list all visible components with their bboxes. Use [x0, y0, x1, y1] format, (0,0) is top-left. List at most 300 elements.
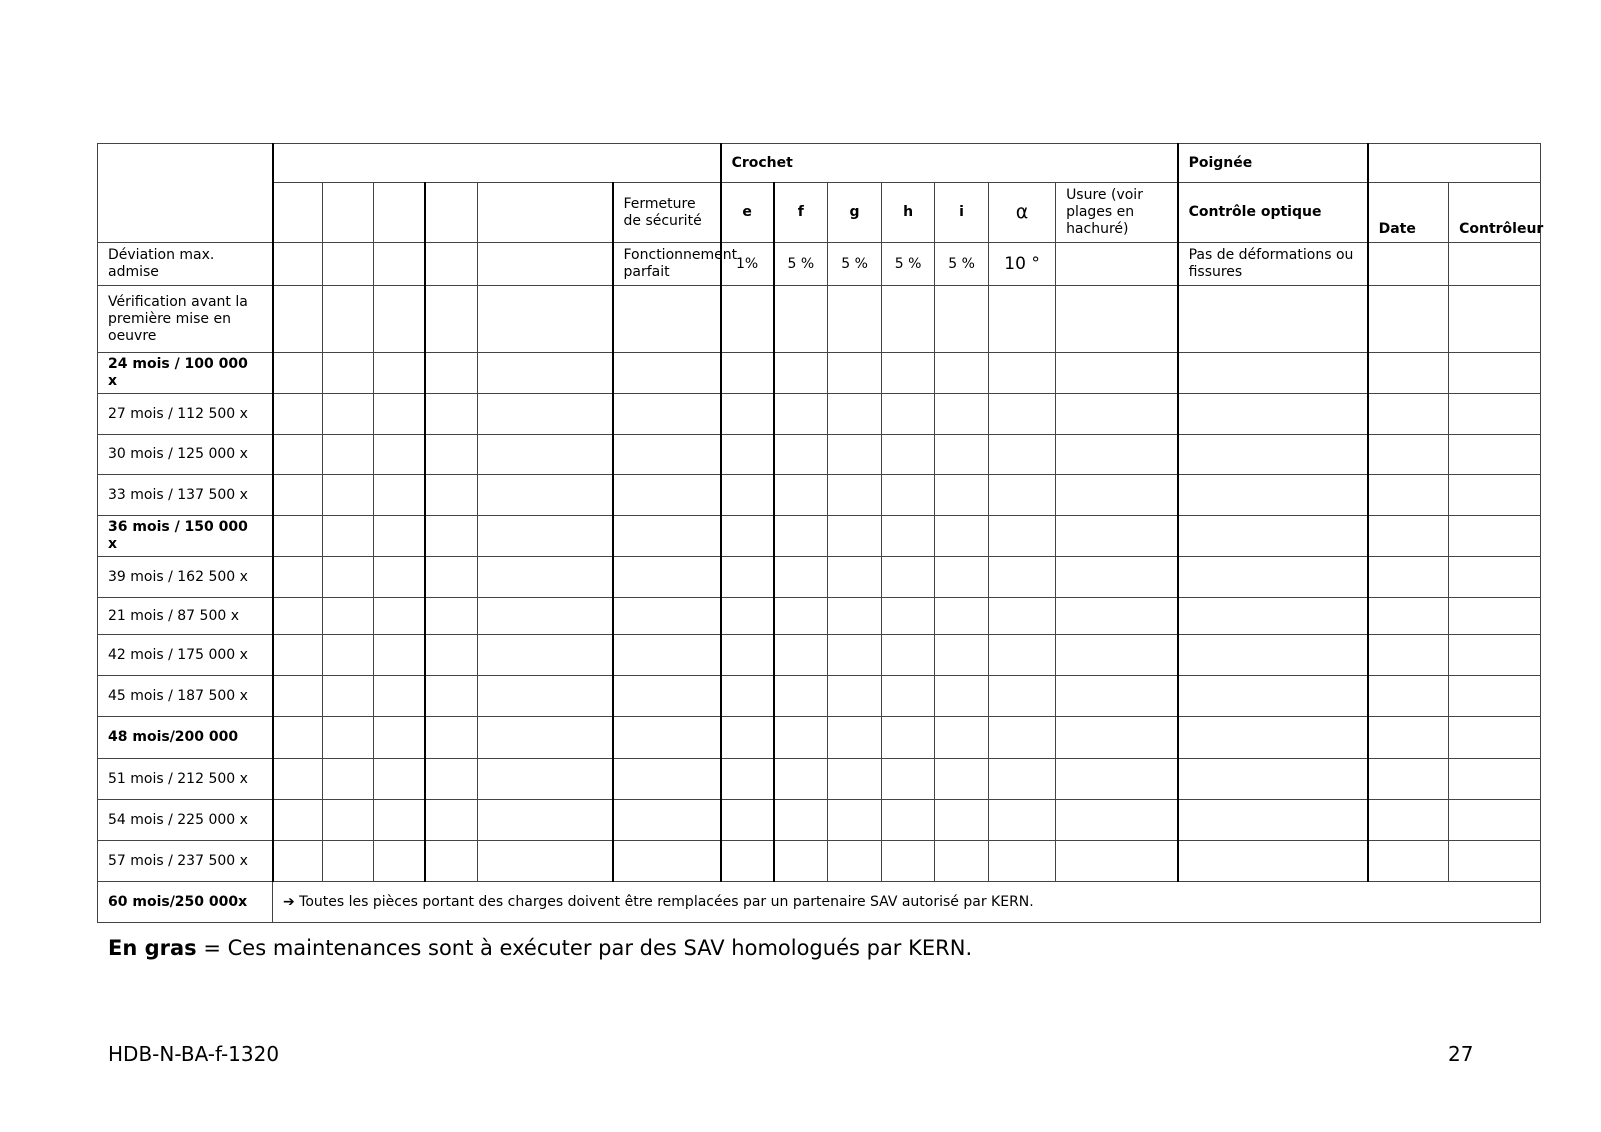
cell — [774, 353, 828, 394]
cell — [425, 243, 478, 286]
cell — [774, 435, 828, 475]
cell — [273, 394, 323, 435]
cell — [1178, 717, 1368, 759]
cell — [1449, 598, 1541, 635]
maintenance-row — [98, 353, 1541, 394]
cell — [425, 435, 478, 475]
cell — [882, 800, 935, 841]
cell — [374, 243, 425, 286]
cell — [613, 676, 721, 717]
cell — [1449, 353, 1541, 394]
deviation-alpha: 10 ° — [989, 243, 1056, 286]
cell — [1178, 759, 1368, 800]
cell — [882, 717, 935, 759]
cell — [774, 516, 828, 557]
cell — [613, 475, 721, 516]
cell — [374, 635, 425, 676]
cell — [828, 635, 882, 676]
cell — [613, 516, 721, 557]
cell — [1449, 394, 1541, 435]
cell — [323, 516, 374, 557]
cell — [323, 243, 374, 286]
cell — [1368, 800, 1449, 841]
cell — [774, 800, 828, 841]
header-sub-blank — [374, 183, 425, 243]
cell — [1368, 676, 1449, 717]
cell — [1449, 243, 1541, 286]
cell — [478, 516, 613, 557]
cell — [1449, 557, 1541, 598]
maintenance-row-label: 27 mois / 112 500 x — [98, 394, 273, 435]
sym-alpha-header: α — [989, 183, 1056, 243]
cell — [273, 800, 323, 841]
cell — [1056, 286, 1178, 353]
cell — [374, 759, 425, 800]
cell — [1056, 516, 1178, 557]
cell — [273, 243, 323, 286]
cell — [1178, 800, 1368, 841]
page-number: 27 — [1448, 1042, 1474, 1066]
cell — [828, 841, 882, 882]
cell — [425, 676, 478, 717]
header-sub-blank — [478, 183, 613, 243]
maintenance-row — [98, 800, 1541, 841]
cell — [882, 598, 935, 635]
cell — [774, 841, 828, 882]
cell — [882, 435, 935, 475]
cell — [828, 717, 882, 759]
maintenance-row-label: 21 mois / 87 500 x — [98, 598, 273, 635]
cell — [478, 394, 613, 435]
cell — [374, 800, 425, 841]
cell — [989, 557, 1056, 598]
cell — [1056, 353, 1178, 394]
deviation-h: 5 % — [882, 243, 935, 286]
cell — [882, 759, 935, 800]
cell — [323, 475, 374, 516]
header-sub-blank — [273, 183, 323, 243]
cell — [425, 598, 478, 635]
cell — [425, 800, 478, 841]
crochet-header: Crochet — [721, 144, 1178, 183]
cell — [989, 286, 1056, 353]
cell — [828, 800, 882, 841]
cell — [989, 475, 1056, 516]
cell — [323, 635, 374, 676]
cell — [935, 557, 989, 598]
maintenance-row — [98, 759, 1541, 800]
cell — [935, 516, 989, 557]
cell — [273, 516, 323, 557]
cell — [1178, 353, 1368, 394]
cell — [613, 717, 721, 759]
cell — [1178, 841, 1368, 882]
cell — [613, 435, 721, 475]
cell — [989, 676, 1056, 717]
legend-bold-word: En gras — [108, 936, 197, 960]
cell — [1056, 759, 1178, 800]
cell — [323, 435, 374, 475]
cell — [828, 598, 882, 635]
cell — [425, 353, 478, 394]
maintenance-row-label: 45 mois / 187 500 x — [98, 676, 273, 717]
cell — [828, 435, 882, 475]
cell — [1368, 598, 1449, 635]
cell — [1449, 516, 1541, 557]
cell — [478, 435, 613, 475]
cell — [882, 841, 935, 882]
cell — [989, 841, 1056, 882]
cell — [613, 557, 721, 598]
maintenance-row-label: 48 mois/200 000 — [98, 717, 273, 759]
cell — [478, 598, 613, 635]
cell — [882, 557, 935, 598]
final-row-label: 60 mois/250 000x — [98, 882, 273, 923]
cell — [425, 286, 478, 353]
usure-header: Usure (voir plages en hachuré) — [1056, 183, 1178, 243]
header-row-1 — [98, 144, 1541, 183]
legend — [108, 936, 972, 960]
cell — [273, 841, 323, 882]
cell — [1449, 286, 1541, 353]
cell — [323, 841, 374, 882]
maintenance-row — [98, 717, 1541, 759]
sym-g-header: g — [828, 183, 882, 243]
cell — [1449, 475, 1541, 516]
cell — [323, 286, 374, 353]
cell — [1056, 717, 1178, 759]
cell — [273, 717, 323, 759]
cell — [613, 353, 721, 394]
cell — [613, 598, 721, 635]
cell — [374, 394, 425, 435]
cell — [1056, 676, 1178, 717]
fermeture-header: Fermeture de sécurité — [613, 183, 721, 243]
cell — [828, 475, 882, 516]
cell — [1368, 435, 1449, 475]
cell — [721, 475, 774, 516]
cell — [935, 286, 989, 353]
cell — [1178, 598, 1368, 635]
cell — [478, 557, 613, 598]
cell — [1449, 800, 1541, 841]
maintenance-row-label: 36 mois / 150 000 x — [98, 516, 273, 557]
cell — [774, 394, 828, 435]
cell — [935, 759, 989, 800]
cell — [935, 353, 989, 394]
cell — [323, 717, 374, 759]
cell — [613, 635, 721, 676]
cell — [273, 435, 323, 475]
cell — [323, 800, 374, 841]
cell — [1056, 243, 1178, 286]
cell — [1056, 598, 1178, 635]
deviation-row — [98, 243, 1541, 286]
cell — [478, 635, 613, 676]
maintenance-row-label: 54 mois / 225 000 x — [98, 800, 273, 841]
cell — [323, 353, 374, 394]
poignee-header: Poignée — [1178, 144, 1368, 183]
maintenance-row-label: 51 mois / 212 500 x — [98, 759, 273, 800]
maintenance-row-label: 30 mois / 125 000 x — [98, 435, 273, 475]
cell — [1449, 676, 1541, 717]
maintenance-row-label: 57 mois / 237 500 x — [98, 841, 273, 882]
cell — [374, 676, 425, 717]
final-row-note: ➔ Toutes les pièces portant des charges doivent être remplacées par un partenaire SAV autorisé par KERN. — [273, 882, 1541, 923]
cell — [425, 635, 478, 676]
deviation-e: 1% — [721, 243, 774, 286]
corner-cell — [98, 144, 273, 243]
cell — [374, 598, 425, 635]
cell — [1368, 635, 1449, 676]
cell — [721, 800, 774, 841]
cell — [1368, 717, 1449, 759]
cell — [478, 286, 613, 353]
cell — [425, 717, 478, 759]
maintenance-row — [98, 841, 1541, 882]
deviation-i: 5 % — [935, 243, 989, 286]
header-blank-cell — [273, 144, 721, 183]
cell — [721, 353, 774, 394]
cell — [721, 841, 774, 882]
cell — [478, 353, 613, 394]
cell — [1178, 635, 1368, 676]
cell — [882, 635, 935, 676]
header-sub-blank — [425, 183, 478, 243]
cell — [828, 286, 882, 353]
cell — [374, 516, 425, 557]
maintenance-row — [98, 516, 1541, 557]
final-row — [98, 882, 1541, 923]
cell — [1056, 841, 1178, 882]
cell — [1449, 717, 1541, 759]
cell — [989, 353, 1056, 394]
cell — [323, 676, 374, 717]
header-right-blank — [1368, 144, 1541, 183]
cell — [935, 635, 989, 676]
cell — [882, 475, 935, 516]
document-id: HDB-N-BA-f-1320 — [108, 1042, 280, 1066]
cell — [774, 759, 828, 800]
cell — [774, 557, 828, 598]
cell — [478, 841, 613, 882]
cell — [1178, 557, 1368, 598]
cell — [1178, 394, 1368, 435]
cell — [989, 516, 1056, 557]
cell — [1368, 557, 1449, 598]
cell — [721, 759, 774, 800]
cell — [721, 435, 774, 475]
cell — [374, 475, 425, 516]
cell — [425, 841, 478, 882]
cell — [273, 286, 323, 353]
cell — [1368, 516, 1449, 557]
cell — [273, 598, 323, 635]
sym-i-header: i — [935, 183, 989, 243]
cell — [374, 286, 425, 353]
cell — [989, 598, 1056, 635]
cell — [935, 598, 989, 635]
cell — [1178, 516, 1368, 557]
header-row-2 — [98, 183, 1541, 243]
cell — [273, 557, 323, 598]
cell — [774, 676, 828, 717]
cell — [1368, 243, 1449, 286]
cell — [721, 717, 774, 759]
deviation-f: 5 % — [774, 243, 828, 286]
date-header: Date — [1368, 183, 1449, 243]
cell — [935, 435, 989, 475]
cell — [989, 717, 1056, 759]
maintenance-row — [98, 475, 1541, 516]
cell — [1449, 759, 1541, 800]
cell — [425, 759, 478, 800]
cell — [774, 286, 828, 353]
cell — [478, 243, 613, 286]
maintenance-row — [98, 435, 1541, 475]
cell — [721, 286, 774, 353]
header-sub-blank — [323, 183, 374, 243]
sym-h-header: h — [882, 183, 935, 243]
cell — [721, 676, 774, 717]
cell — [935, 717, 989, 759]
cell — [721, 635, 774, 676]
cell — [989, 800, 1056, 841]
cell — [1368, 841, 1449, 882]
cell — [1056, 557, 1178, 598]
cell — [1056, 800, 1178, 841]
cell — [721, 516, 774, 557]
cell — [1178, 475, 1368, 516]
cell — [828, 759, 882, 800]
maintenance-row — [98, 394, 1541, 435]
cell — [1449, 435, 1541, 475]
cell — [774, 635, 828, 676]
cell — [613, 286, 721, 353]
cell — [374, 557, 425, 598]
cell — [1178, 435, 1368, 475]
maintenance-row — [98, 676, 1541, 717]
cell — [374, 717, 425, 759]
maintenance-row — [98, 598, 1541, 635]
cell — [989, 394, 1056, 435]
sym-e-header: e — [721, 183, 774, 243]
deviation-poignee: Pas de déformations ou fissures — [1178, 243, 1368, 286]
cell — [989, 759, 1056, 800]
cell — [1178, 676, 1368, 717]
cell — [1368, 394, 1449, 435]
cell — [273, 635, 323, 676]
cell — [374, 435, 425, 475]
maintenance-row-label: 33 mois / 137 500 x — [98, 475, 273, 516]
cell — [323, 759, 374, 800]
maintenance-row-label: 42 mois / 175 000 x — [98, 635, 273, 676]
cell — [273, 676, 323, 717]
cell — [882, 286, 935, 353]
cell — [374, 841, 425, 882]
cell — [935, 394, 989, 435]
legend-text: = Ces maintenances sont à exécuter par des SAV homologués par KERN. — [196, 936, 973, 960]
cell — [478, 759, 613, 800]
cell — [1368, 475, 1449, 516]
cell — [935, 800, 989, 841]
cell — [323, 394, 374, 435]
cell — [935, 841, 989, 882]
deviation-g: 5 % — [828, 243, 882, 286]
cell — [721, 598, 774, 635]
cell — [882, 394, 935, 435]
cell — [935, 676, 989, 717]
cell — [1368, 759, 1449, 800]
cell — [425, 557, 478, 598]
cell — [828, 676, 882, 717]
cell — [478, 676, 613, 717]
cell — [882, 516, 935, 557]
verification-row — [98, 286, 1541, 353]
cell — [774, 598, 828, 635]
cell — [1056, 394, 1178, 435]
cell — [478, 717, 613, 759]
cell — [613, 759, 721, 800]
cell — [774, 717, 828, 759]
cell — [882, 353, 935, 394]
cell — [613, 394, 721, 435]
cell — [425, 475, 478, 516]
cell — [1178, 286, 1368, 353]
verification-label: Vérification avant la première mise en oeuvre — [98, 286, 273, 353]
cell — [478, 475, 613, 516]
maintenance-row — [98, 557, 1541, 598]
sym-f-header: f — [774, 183, 828, 243]
cell — [828, 353, 882, 394]
cell — [425, 394, 478, 435]
cell — [989, 435, 1056, 475]
cell — [1056, 635, 1178, 676]
cell — [935, 475, 989, 516]
cell — [273, 759, 323, 800]
cell — [828, 516, 882, 557]
cell — [425, 516, 478, 557]
cell — [774, 475, 828, 516]
cell — [1368, 353, 1449, 394]
maintenance-row-label: 39 mois / 162 500 x — [98, 557, 273, 598]
deviation-fermeture: Fonctionnement parfait — [613, 243, 721, 286]
cell — [1056, 435, 1178, 475]
cell — [323, 598, 374, 635]
cell — [1449, 635, 1541, 676]
cell — [374, 353, 425, 394]
cell — [828, 557, 882, 598]
cell — [273, 475, 323, 516]
controleur-header: Contrôleur — [1449, 183, 1541, 243]
cell — [613, 841, 721, 882]
cell — [1056, 475, 1178, 516]
cell — [1368, 286, 1449, 353]
cell — [882, 676, 935, 717]
maintenance-row-label: 24 mois / 100 000 x — [98, 353, 273, 394]
cell — [721, 557, 774, 598]
cell — [273, 353, 323, 394]
maintenance-row — [98, 635, 1541, 676]
cell — [613, 800, 721, 841]
cell — [1449, 841, 1541, 882]
deviation-label: Déviation max. admise — [98, 243, 273, 286]
cell — [828, 394, 882, 435]
cell — [478, 800, 613, 841]
maintenance-table — [97, 143, 1544, 923]
cell — [721, 394, 774, 435]
cell — [323, 557, 374, 598]
